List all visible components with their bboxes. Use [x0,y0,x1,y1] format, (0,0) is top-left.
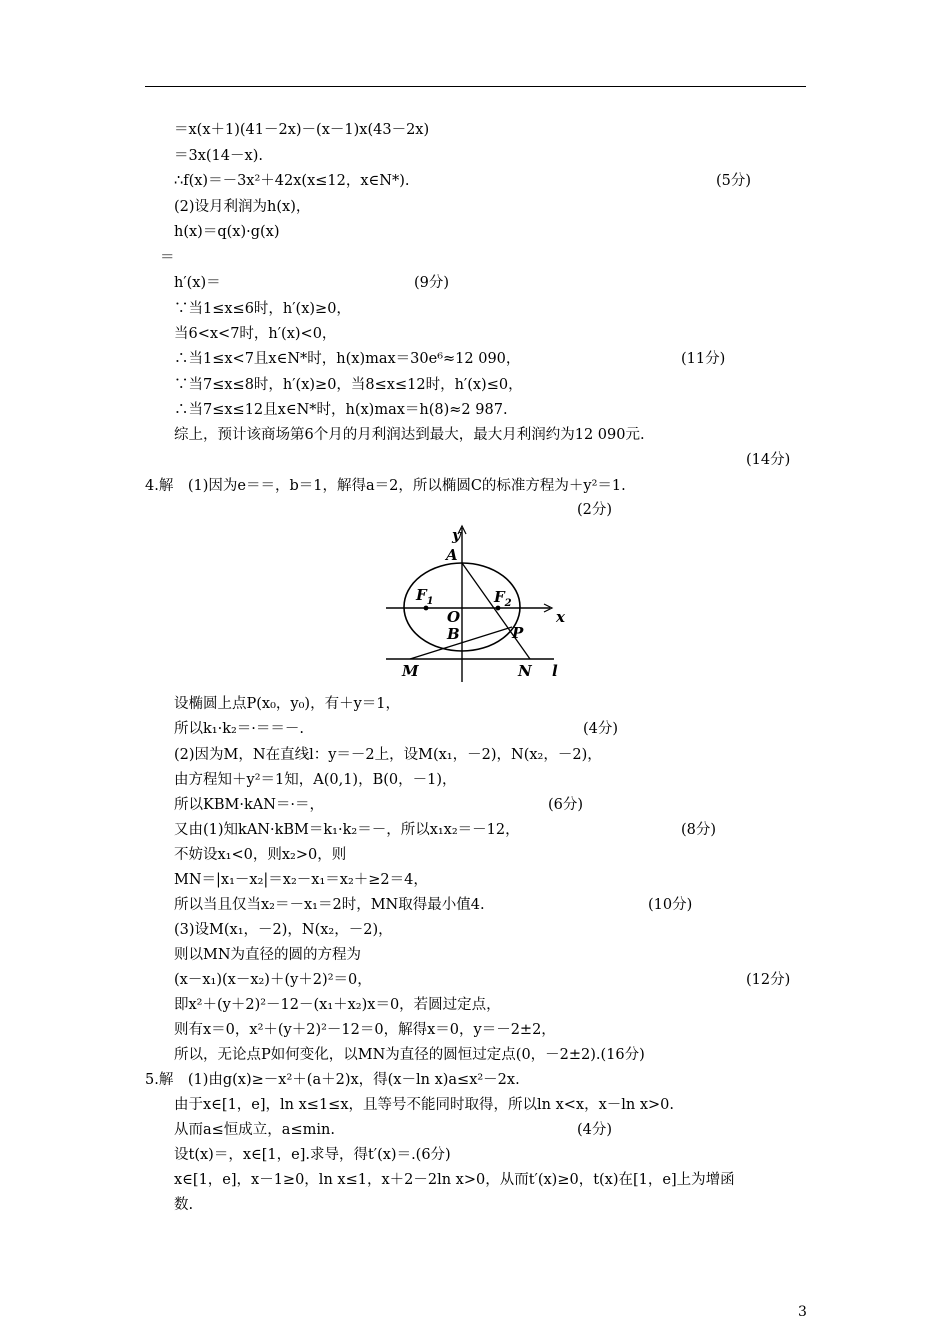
line-text: 由方程知＋y²＝1知，A(0,1)，B(0，－1)， [174,772,457,788]
text-line [0,968,950,992]
line-score: (11分) [681,351,726,367]
text-line [0,793,950,817]
text-line [0,717,950,741]
text-line [0,1193,950,1217]
line-text: ∴当7≤x≤12且x∈N*时，h(x)max＝h(8)≈2 987. [174,402,508,418]
line-text: 数. [174,1197,194,1213]
text-line [0,448,950,472]
line-text: 即x²＋(y＋2)²－12－(x₁＋x₂)x＝0，若圆过定点， [174,997,501,1013]
text-line [0,423,950,447]
text-line [0,271,950,295]
focus-F2 [496,606,501,611]
text-line [0,818,950,842]
ellipse-figure [380,522,580,684]
label-B: B [447,625,460,643]
line-text: 所以KBM·kAN＝·＝， [174,797,324,813]
line-text: 不妨设x₁<0，则x₂>0，则 [174,847,347,863]
line-score: (10分) [648,897,693,913]
line-score: (4分) [583,721,619,737]
text-line [0,692,950,716]
text-line [0,297,950,321]
label-F2: $F_2$ [494,588,512,609]
line-text: 设椭圆上点P(x₀，y₀)，有＋y＝1， [174,696,400,712]
text-line [0,743,950,767]
line-text: 设t(x)＝，x∈[1，e].求导，得t′(x)＝.(6分) [174,1147,451,1163]
line-text: 又由(1)知kAN·kBM＝k₁·k₂＝－，所以x₁x₂＝－12， [174,822,520,838]
text-line [0,144,950,168]
line-text: (x－x₁)(x－x₂)＋(y＋2)²＝0， [174,972,372,988]
line-text: 所以当且仅当x₂＝－x₁＝2时，MN取得最小值4. [174,897,485,913]
label-N: N [518,662,532,680]
text-line [0,169,950,193]
line-text: ∴当1≤x<7且x∈N*时，h(x)max＝30e⁶≈12 090， [174,351,521,367]
label-y: y [452,526,461,544]
text-line [0,893,950,917]
text-line [0,118,950,142]
text-line [0,195,950,219]
text-line [0,943,950,967]
line-text: 则以MN为直径的圆的方程为 [174,947,362,963]
label-l: l [552,662,558,680]
line-text: h(x)＝q(x)·g(x) [174,224,280,240]
text-line [0,868,950,892]
text-line [0,1118,950,1142]
text-line [0,373,950,397]
line-text: ＝x(x＋1)(41－2x)－(x－1)x(43－2x) [174,122,430,138]
label-O: O [447,608,461,626]
line-score: (6分) [548,797,584,813]
label-A: A [446,546,458,564]
text-line [0,498,950,522]
text-line [0,768,950,792]
line-text: 由于x∈[1，e]，ln x≤1≤x，且等号不能同时取得，所以ln x<x，x－ln x>0. [174,1097,675,1113]
line-score: (9分) [414,275,450,291]
text-line [0,1043,950,1067]
line-score: (12分) [746,972,791,988]
line-text: 从而a≤恒成立，a≤min. [174,1122,335,1138]
line-text: ∴f(x)＝－3x²＋42x(x≤12，x∈N*). [174,173,410,189]
line-text: 5.解 (1)由g(x)≥－x²＋(a＋2)x，得(x－ln x)a≤x²－2x. [145,1072,520,1088]
label-F1: $F_1$ [416,586,434,607]
line-text: 则有x＝0，x²＋(y＋2)²－12＝0，解得x＝0，y＝－2±2， [174,1022,556,1038]
line-text: 所以，无论点P如何变化，以MN为直径的圆恒过定点(0，－2±2).(16分) [174,1047,645,1063]
line-text: ∵当7≤x≤8时，h′(x)≥0，当8≤x≤12时，h′(x)≤0， [174,377,523,393]
line-text: ＝ [160,250,175,266]
line-score: (5分) [716,173,752,189]
text-line [0,220,950,244]
line-text: (2)设月利润为h(x)， [174,199,311,215]
line-text: (3)设M(x₁，－2)，N(x₂，－2)， [174,922,393,938]
text-line [0,322,950,346]
line-text: 4.解 (1)因为e＝＝，b＝1，解得a＝2，所以椭圆C的标准方程为＋y²＝1. [145,478,626,494]
header-rule [145,86,806,87]
text-line [0,347,950,371]
line-score: (2分) [577,502,613,518]
text-line [0,474,950,498]
text-line [0,843,950,867]
text-line [0,1168,950,1192]
label-x: x [556,608,565,626]
line-score: (14分) [746,452,791,468]
line-text: ∵当1≤x≤6时，h′(x)≥0， [174,301,351,317]
label-M: M [402,662,419,680]
text-line [0,918,950,942]
text-line [0,1018,950,1042]
line-score: (8分) [681,822,717,838]
text-line [0,1068,950,1092]
line-text: 当6<x<7时，h′(x)<0， [174,326,337,342]
text-line [0,1143,950,1167]
line-text: MN＝|x₁－x₂|＝x₂－x₁＝x₂＋≥2＝4， [174,872,428,888]
line-text: 所以k₁·k₂＝·＝＝－. [174,721,305,737]
text-line [0,1093,950,1117]
text-line [0,246,950,270]
line-text: ＝3x(14－x). [174,148,263,164]
label-P: P [512,624,524,642]
line-text: 综上，预计该商场第6个月的月利润达到最大，最大月利润约为12 090元. [174,427,645,443]
line-score: (4分) [577,1122,613,1138]
line-text: x∈[1，e]，x－1≥0，ln x≤1，x＋2－2ln x>0，从而t′(x)≥0，t(x)在[1，e]上为增函 [174,1172,735,1188]
page-number: 3 [798,1304,807,1320]
text-line [0,993,950,1017]
line-text: h′(x)＝ [174,275,221,291]
text-line [0,398,950,422]
line-text: (2)因为M，N在直线l：y＝－2上，设M(x₁，－2)，N(x₂，－2)， [174,747,602,763]
